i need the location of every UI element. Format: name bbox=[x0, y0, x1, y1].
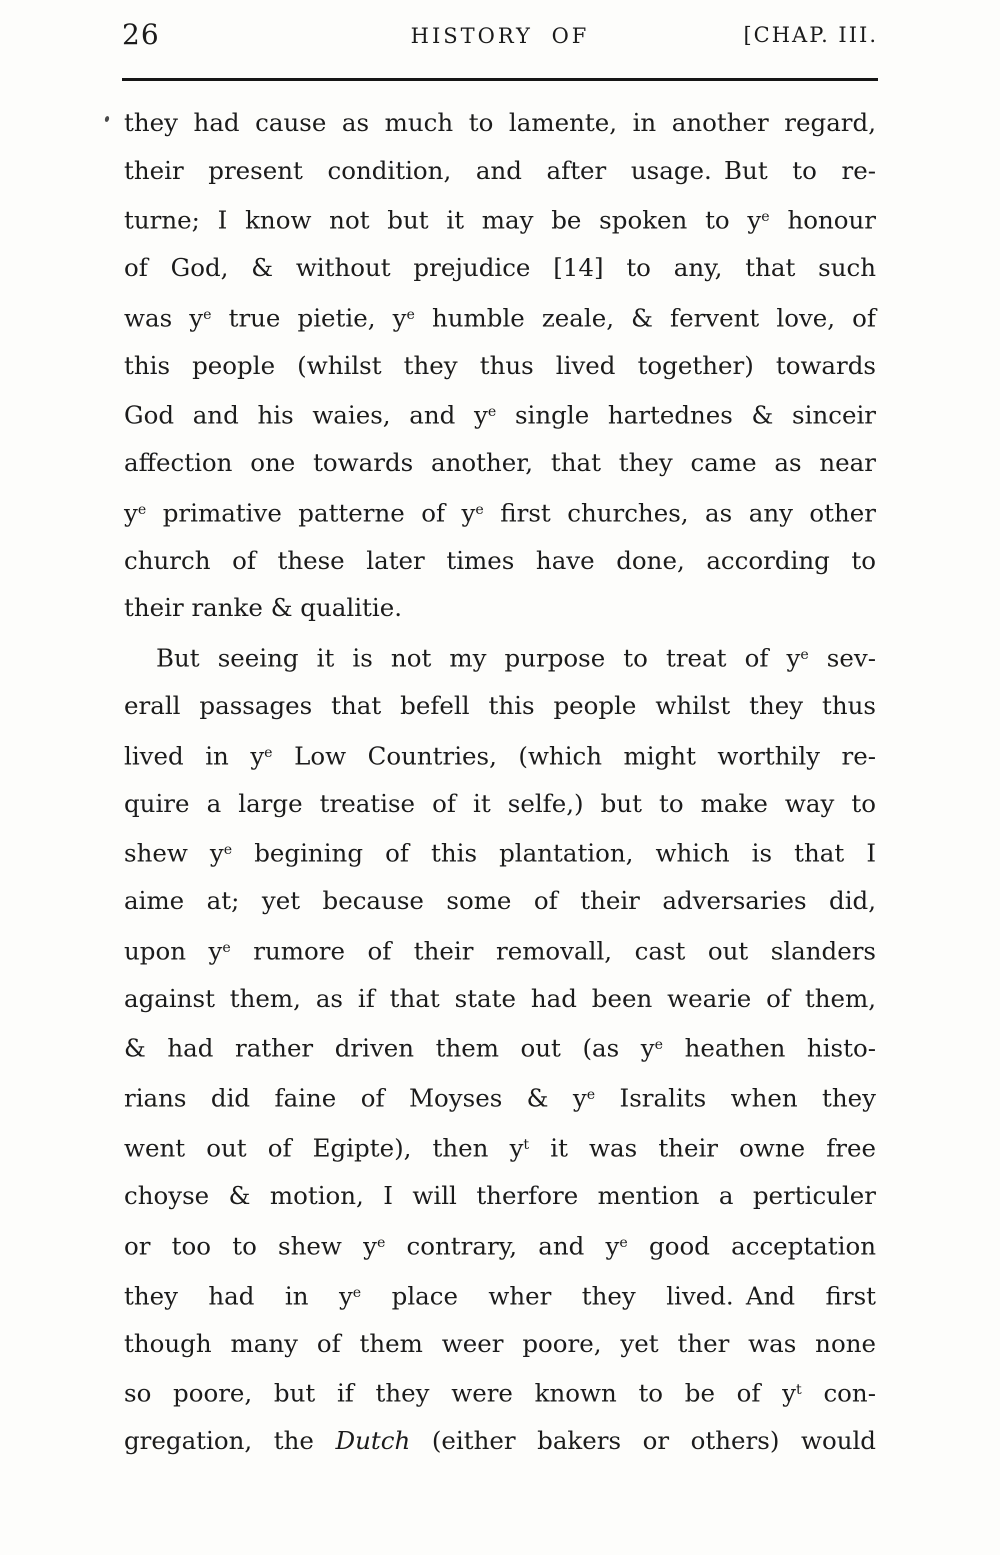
text-line bbox=[124, 877, 876, 925]
page-body bbox=[124, 99, 876, 1465]
text-segment: erall passages that befell this people whilst they thus bbox=[124, 691, 876, 720]
text-segment: affection one towards another, that they came as near bbox=[124, 448, 876, 478]
superscript-letter: e bbox=[222, 939, 231, 956]
text-segment: choyse & motion, I will therfore mention a perticuler bbox=[124, 1181, 876, 1211]
text-segment: & had rather driven them out (as y bbox=[124, 1033, 655, 1063]
text-segment: heathen histo- bbox=[663, 1033, 876, 1063]
text-segment: they had in y bbox=[124, 1281, 353, 1311]
superscript-letter: e bbox=[352, 1284, 362, 1301]
text-segment: they had cause as much to lamente, in another regard, bbox=[124, 108, 876, 137]
text-line bbox=[124, 925, 876, 975]
text-segment: rians did faine of Moyses & y bbox=[124, 1083, 587, 1113]
text-segment: went out of Egipte), then y bbox=[124, 1133, 524, 1163]
text-line bbox=[124, 1172, 876, 1220]
text-segment: this people (whilst they thus lived together) towards bbox=[124, 350, 876, 380]
text-segment: though many of them weer poore, yet ther was none bbox=[124, 1328, 876, 1358]
superscript-letter: e bbox=[619, 1234, 628, 1251]
text-segment: aime at; yet because some of their adversaries did, bbox=[124, 886, 876, 916]
text-segment: good acceptation bbox=[627, 1231, 877, 1261]
text-line bbox=[124, 975, 876, 1023]
text-segment: their present condition, and after usage. But to re- bbox=[124, 155, 876, 185]
text-segment: of God, & without prejudice [14] to any, that such bbox=[124, 253, 876, 283]
text-segment: God and his waies, and y bbox=[124, 400, 488, 430]
text-line bbox=[124, 730, 876, 780]
text-segment: upon y bbox=[124, 936, 223, 966]
text-line bbox=[124, 487, 876, 537]
text-segment: it was their owne free bbox=[529, 1133, 877, 1163]
text-line bbox=[124, 147, 876, 195]
superscript-letter: e bbox=[203, 306, 212, 323]
superscript-letter: e bbox=[223, 842, 233, 859]
running-title: HISTORY OF bbox=[410, 24, 590, 48]
text-segment: Low Countries, (which might worthily re- bbox=[272, 740, 876, 770]
text-segment: Isralits when they bbox=[595, 1083, 877, 1113]
superscript-letter: e bbox=[487, 404, 497, 421]
text-segment: con- bbox=[801, 1378, 876, 1408]
chapter-label: [CHAP. III. bbox=[743, 23, 878, 47]
text-segment: turne; I know not but it may be spoken to y bbox=[124, 205, 762, 235]
text-line bbox=[124, 1270, 876, 1320]
superscript-letter: e bbox=[406, 306, 415, 323]
text-segment: gregation, the bbox=[124, 1426, 336, 1456]
text-line bbox=[124, 389, 876, 439]
superscript-letter: e bbox=[654, 1037, 664, 1054]
page-number: 26 bbox=[122, 18, 160, 51]
superscript-letter: e bbox=[475, 501, 484, 518]
text-segment: humble zeale, & fervent love, of bbox=[414, 303, 876, 333]
text-segment: honour bbox=[769, 205, 876, 235]
text-segment: quire a large treatise of it selfe,) but to make way to bbox=[124, 788, 876, 818]
superscript-letter: t bbox=[796, 1382, 802, 1399]
header-rule bbox=[122, 78, 878, 81]
text-segment: so poore, but if they were known to be of y bbox=[124, 1378, 797, 1408]
text-segment: church of these later times have done, according to bbox=[124, 545, 876, 575]
text-line bbox=[124, 632, 876, 682]
text-segment: begining of this plantation, which is that I bbox=[232, 838, 876, 868]
superscript-letter: e bbox=[800, 647, 809, 664]
text-segment: (either bakers or others) would bbox=[410, 1426, 876, 1456]
text-line bbox=[124, 292, 876, 342]
superscript-letter: e bbox=[137, 501, 147, 518]
text-line bbox=[124, 99, 876, 147]
text-segment: y bbox=[124, 498, 138, 528]
text-line bbox=[124, 1022, 876, 1072]
text-segment: lived in y bbox=[124, 740, 265, 770]
text-segment: single hartednes & sinceir bbox=[496, 400, 876, 430]
text-line bbox=[124, 1320, 876, 1368]
text-line bbox=[124, 439, 876, 487]
text-segment: against them, as if that state had been wearie of them, bbox=[124, 983, 876, 1013]
text-line bbox=[124, 1122, 876, 1172]
text-segment: primative patterne of y bbox=[146, 498, 476, 528]
superscript-letter: e bbox=[376, 1234, 386, 1251]
text-line bbox=[124, 682, 876, 730]
text-line bbox=[124, 244, 876, 292]
text-segment: their ranke & qualitie. bbox=[124, 593, 402, 623]
superscript-letter: e bbox=[264, 744, 273, 761]
text-segment: was y bbox=[124, 303, 204, 333]
text-line bbox=[124, 1367, 876, 1417]
italic-text: Dutch bbox=[335, 1426, 411, 1456]
text-segment: true pietie, y bbox=[211, 303, 407, 333]
text-segment: sev- bbox=[808, 643, 876, 673]
text-segment: place wher they lived. And first bbox=[361, 1281, 876, 1311]
text-line bbox=[124, 537, 876, 585]
text-segment: But seeing it is not my purpose to treat of y bbox=[156, 643, 801, 673]
text-line bbox=[124, 584, 876, 632]
superscript-letter: e bbox=[761, 209, 770, 226]
text-line bbox=[124, 827, 876, 877]
superscript-letter: t bbox=[523, 1137, 530, 1154]
text-segment: first churches, as any other bbox=[483, 498, 876, 528]
text-segment: contrary, and y bbox=[385, 1231, 620, 1261]
print-artifact-dot bbox=[104, 116, 110, 123]
text-line bbox=[124, 194, 876, 244]
text-segment: or too to shew y bbox=[124, 1231, 377, 1261]
text-segment: shew y bbox=[124, 838, 224, 868]
text-segment: rumore of their removall, cast out slanders bbox=[230, 936, 877, 966]
text-line bbox=[124, 1417, 876, 1465]
superscript-letter: e bbox=[586, 1087, 596, 1104]
text-line bbox=[124, 342, 876, 390]
text-line bbox=[124, 1220, 876, 1270]
text-line bbox=[124, 1072, 876, 1122]
page-header bbox=[122, 18, 878, 58]
text-line bbox=[124, 780, 876, 828]
